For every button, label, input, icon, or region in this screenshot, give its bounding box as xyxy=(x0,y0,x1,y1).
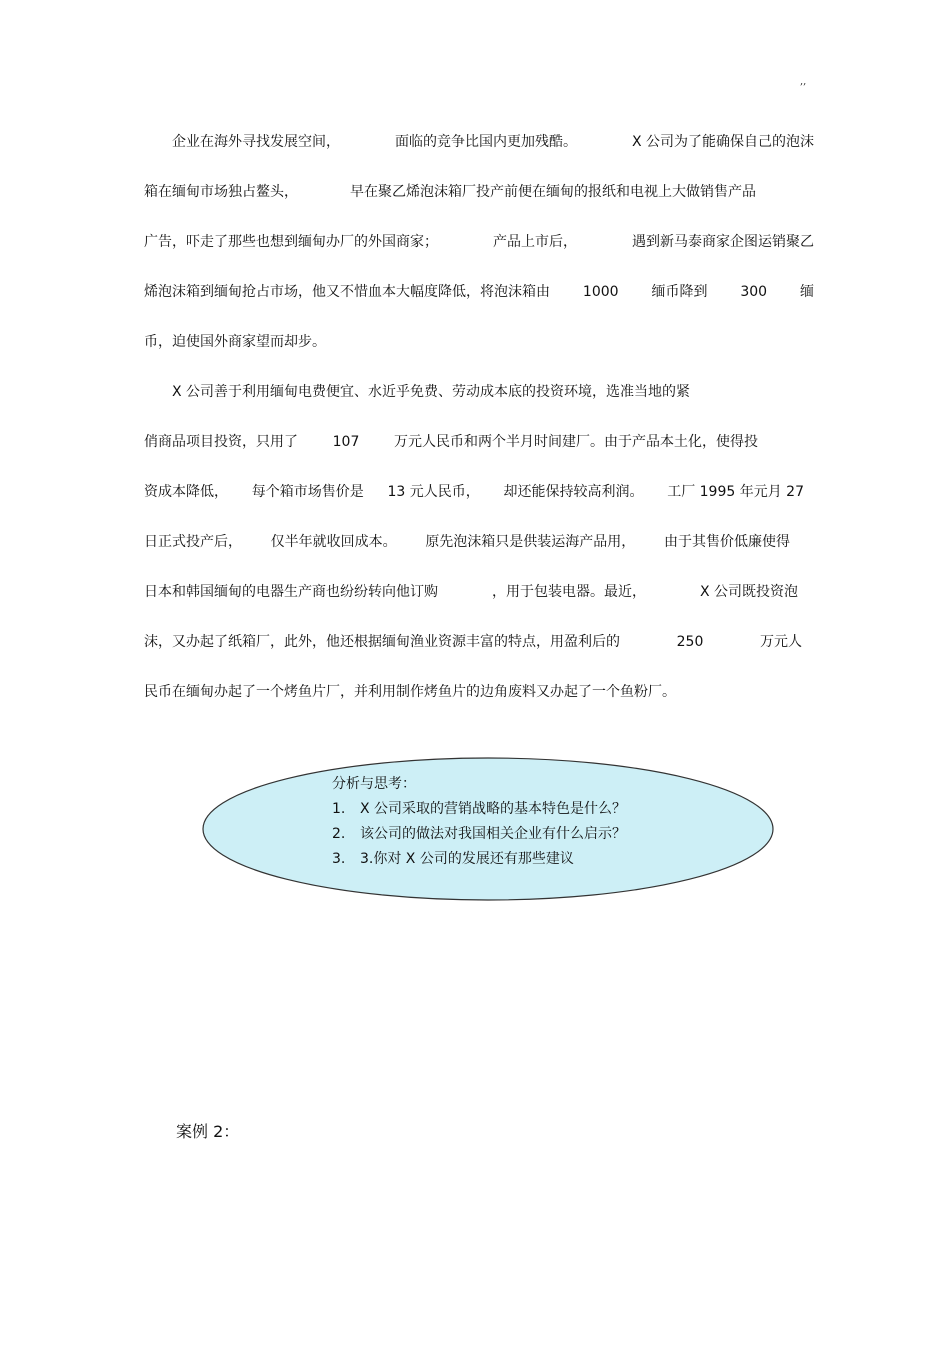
question-text: 该公司的做法对我国相关企业有什么启示？ xyxy=(360,826,626,842)
text-line xyxy=(144,383,814,401)
text-line xyxy=(144,333,814,351)
text-line xyxy=(144,633,802,651)
text-segment: 遇到新马泰商家企图运销聚乙 xyxy=(632,234,814,250)
text-segment: 早在聚乙烯泡沫箱厂投产前便在缅甸的报纸和电视上大做销售产品 xyxy=(350,184,756,200)
text-line xyxy=(144,583,798,601)
text-segment: 仅半年就收回成本。 xyxy=(270,534,397,550)
text-line xyxy=(144,133,814,151)
text-segment: 万元人 xyxy=(759,634,802,650)
text-line xyxy=(144,233,814,251)
text-segment: 原先泡沫箱只是供装运海产品用， xyxy=(425,534,636,550)
text-line xyxy=(144,283,814,301)
text-segment: 资成本降低， xyxy=(144,484,228,500)
text-segment: 由于其售价低廉使得 xyxy=(663,534,790,550)
text-segment: X 公司为了能确保自己的泡沫 xyxy=(631,134,814,150)
text-segment: 沫，又办起了纸箱厂，此外，他还根据缅甸渔业资源丰富的特点，用盈利后的 xyxy=(144,634,620,650)
text-segment: 日正式投产后， xyxy=(144,534,242,550)
text-segment: 缅币降到 xyxy=(651,284,708,300)
question-number: 3. xyxy=(332,851,346,867)
text-line xyxy=(144,433,758,451)
text-segment: 300 xyxy=(740,284,768,300)
text-segment: 币，迫使国外商家望而却步。 xyxy=(144,334,326,350)
analysis-content xyxy=(332,772,626,872)
text-segment: 250 xyxy=(676,634,704,650)
text-segment: ，用于包装电器。最近， xyxy=(491,584,646,600)
text-line xyxy=(144,483,804,501)
text-segment: 每个箱市场售价是 xyxy=(251,484,364,500)
question-number: 1. xyxy=(332,801,346,817)
text-segment: 万元人民币和两个半月时间建厂。由于产品本土化，使得投 xyxy=(393,434,758,450)
page-corner-mark: ,, xyxy=(800,76,807,87)
text-segment: X 公司既投资泡 xyxy=(699,584,798,600)
text-segment: 日本和韩国缅甸的电器生产商也纷纷转向他订购 xyxy=(144,584,438,600)
text-line xyxy=(144,183,756,201)
question-number: 2. xyxy=(332,826,346,842)
text-segment: 1000 xyxy=(582,284,619,300)
text-segment: 烯泡沫箱到缅甸抢占市场，他又不惜血本大幅度降低，将泡沫箱由 xyxy=(144,284,550,300)
analysis-callout xyxy=(201,756,775,902)
text-segment: 107 xyxy=(332,434,360,450)
text-segment: 13 元人民币， xyxy=(387,484,480,500)
text-segment: 产品上市后， xyxy=(493,234,577,250)
question-item xyxy=(332,847,626,872)
text-segment: 箱在缅甸市场独占鳌头， xyxy=(144,184,298,200)
text-segment: 广告，吓走了那些也想到缅甸办厂的外国商家； xyxy=(144,234,438,250)
text-segment: 面临的竞争比国内更加残酷。 xyxy=(394,134,577,150)
text-segment: 却还能保持较高利润。 xyxy=(503,484,644,500)
analysis-heading: 分析与思考： xyxy=(332,776,416,792)
text-segment: 俏商品项目投资，只用了 xyxy=(144,434,298,450)
text-segment: X 公司善于利用缅甸电费便宜、水近乎免费、劳动成本底的投资环境，选准当地的紧 xyxy=(144,384,691,400)
question-item xyxy=(332,822,626,847)
text-segment: 企业在海外寻找发展空间， xyxy=(144,134,340,150)
text-segment: 缅 xyxy=(800,284,814,300)
question-text: X 公司采取的营销战略的基本特色是什么？ xyxy=(360,801,627,817)
question-text: 3.你对 X 公司的发展还有那些建议 xyxy=(360,851,574,867)
text-segment: 工厂 1995 年元月 27 xyxy=(667,484,804,500)
text-line xyxy=(144,533,790,551)
text-segment: 民币在缅甸办起了一个烤鱼片厂，并利用制作烤鱼片的边角废料又办起了一个鱼粉厂。 xyxy=(144,684,676,700)
text-line xyxy=(144,683,814,701)
case-title: 案例 2： xyxy=(176,1122,240,1141)
question-item xyxy=(332,797,626,822)
